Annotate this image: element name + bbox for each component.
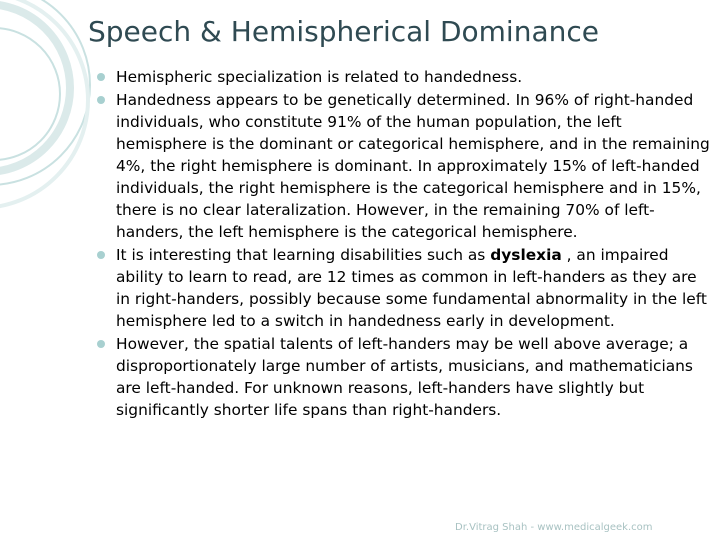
bullet-dot-icon [97, 73, 105, 81]
bullet-text: Hemispheric specialization is related to handedness. [116, 68, 523, 86]
bullet-dot-icon [97, 340, 105, 348]
bullet-item-dyslexia [96, 244, 714, 332]
slide-title: Speech & Hemispherical Dominance [88, 15, 599, 48]
bullet-text: Handedness appears to be genetically determined. In 96% of right-handed individuals, who constitute 91% of the human population, the left hemisphere is the dominant or categorical hemisphere, and in the remaining 4%, the right hemisphere is dominant. In approximately 15% of left-handed individuals, the right hemisphere is the categorical hemisphere and in 15%, there is no clear lateralization. However, in the remaining 70% of left-handers, the left hemisphere is the categorical hemisphere. [116, 91, 710, 241]
bullet-list [96, 66, 714, 422]
bullet-text-after: , an impaired ability to learn to read, are 12 times as common in left-handers as they are in right-handers, possibly because some fundamental abnormality in the left hemisphere led to a switch in handedness early in development. [116, 246, 707, 330]
keyword-dyslexia: dyslexia [490, 246, 562, 264]
bullet-dot-icon [97, 96, 105, 104]
bullet-text: However, the spatial talents of left-handers may be well above average; a disproportionately large number of artists, musicians, and mathematicians are left-handed. For unknown reasons, left-handers have slightly but significantly shorter life spans than right-handers. [116, 335, 693, 419]
bullet-item-spatial-talents [96, 333, 714, 421]
bullet-item-genetics [96, 89, 714, 243]
bullet-dot-icon [97, 251, 105, 259]
bullet-item-specialization [96, 66, 714, 88]
bullet-text-before: It is interesting that learning disabilities such as [116, 246, 491, 264]
footer-credit: Dr.Vitrag Shah - www.medicalgeek.com [455, 522, 653, 533]
